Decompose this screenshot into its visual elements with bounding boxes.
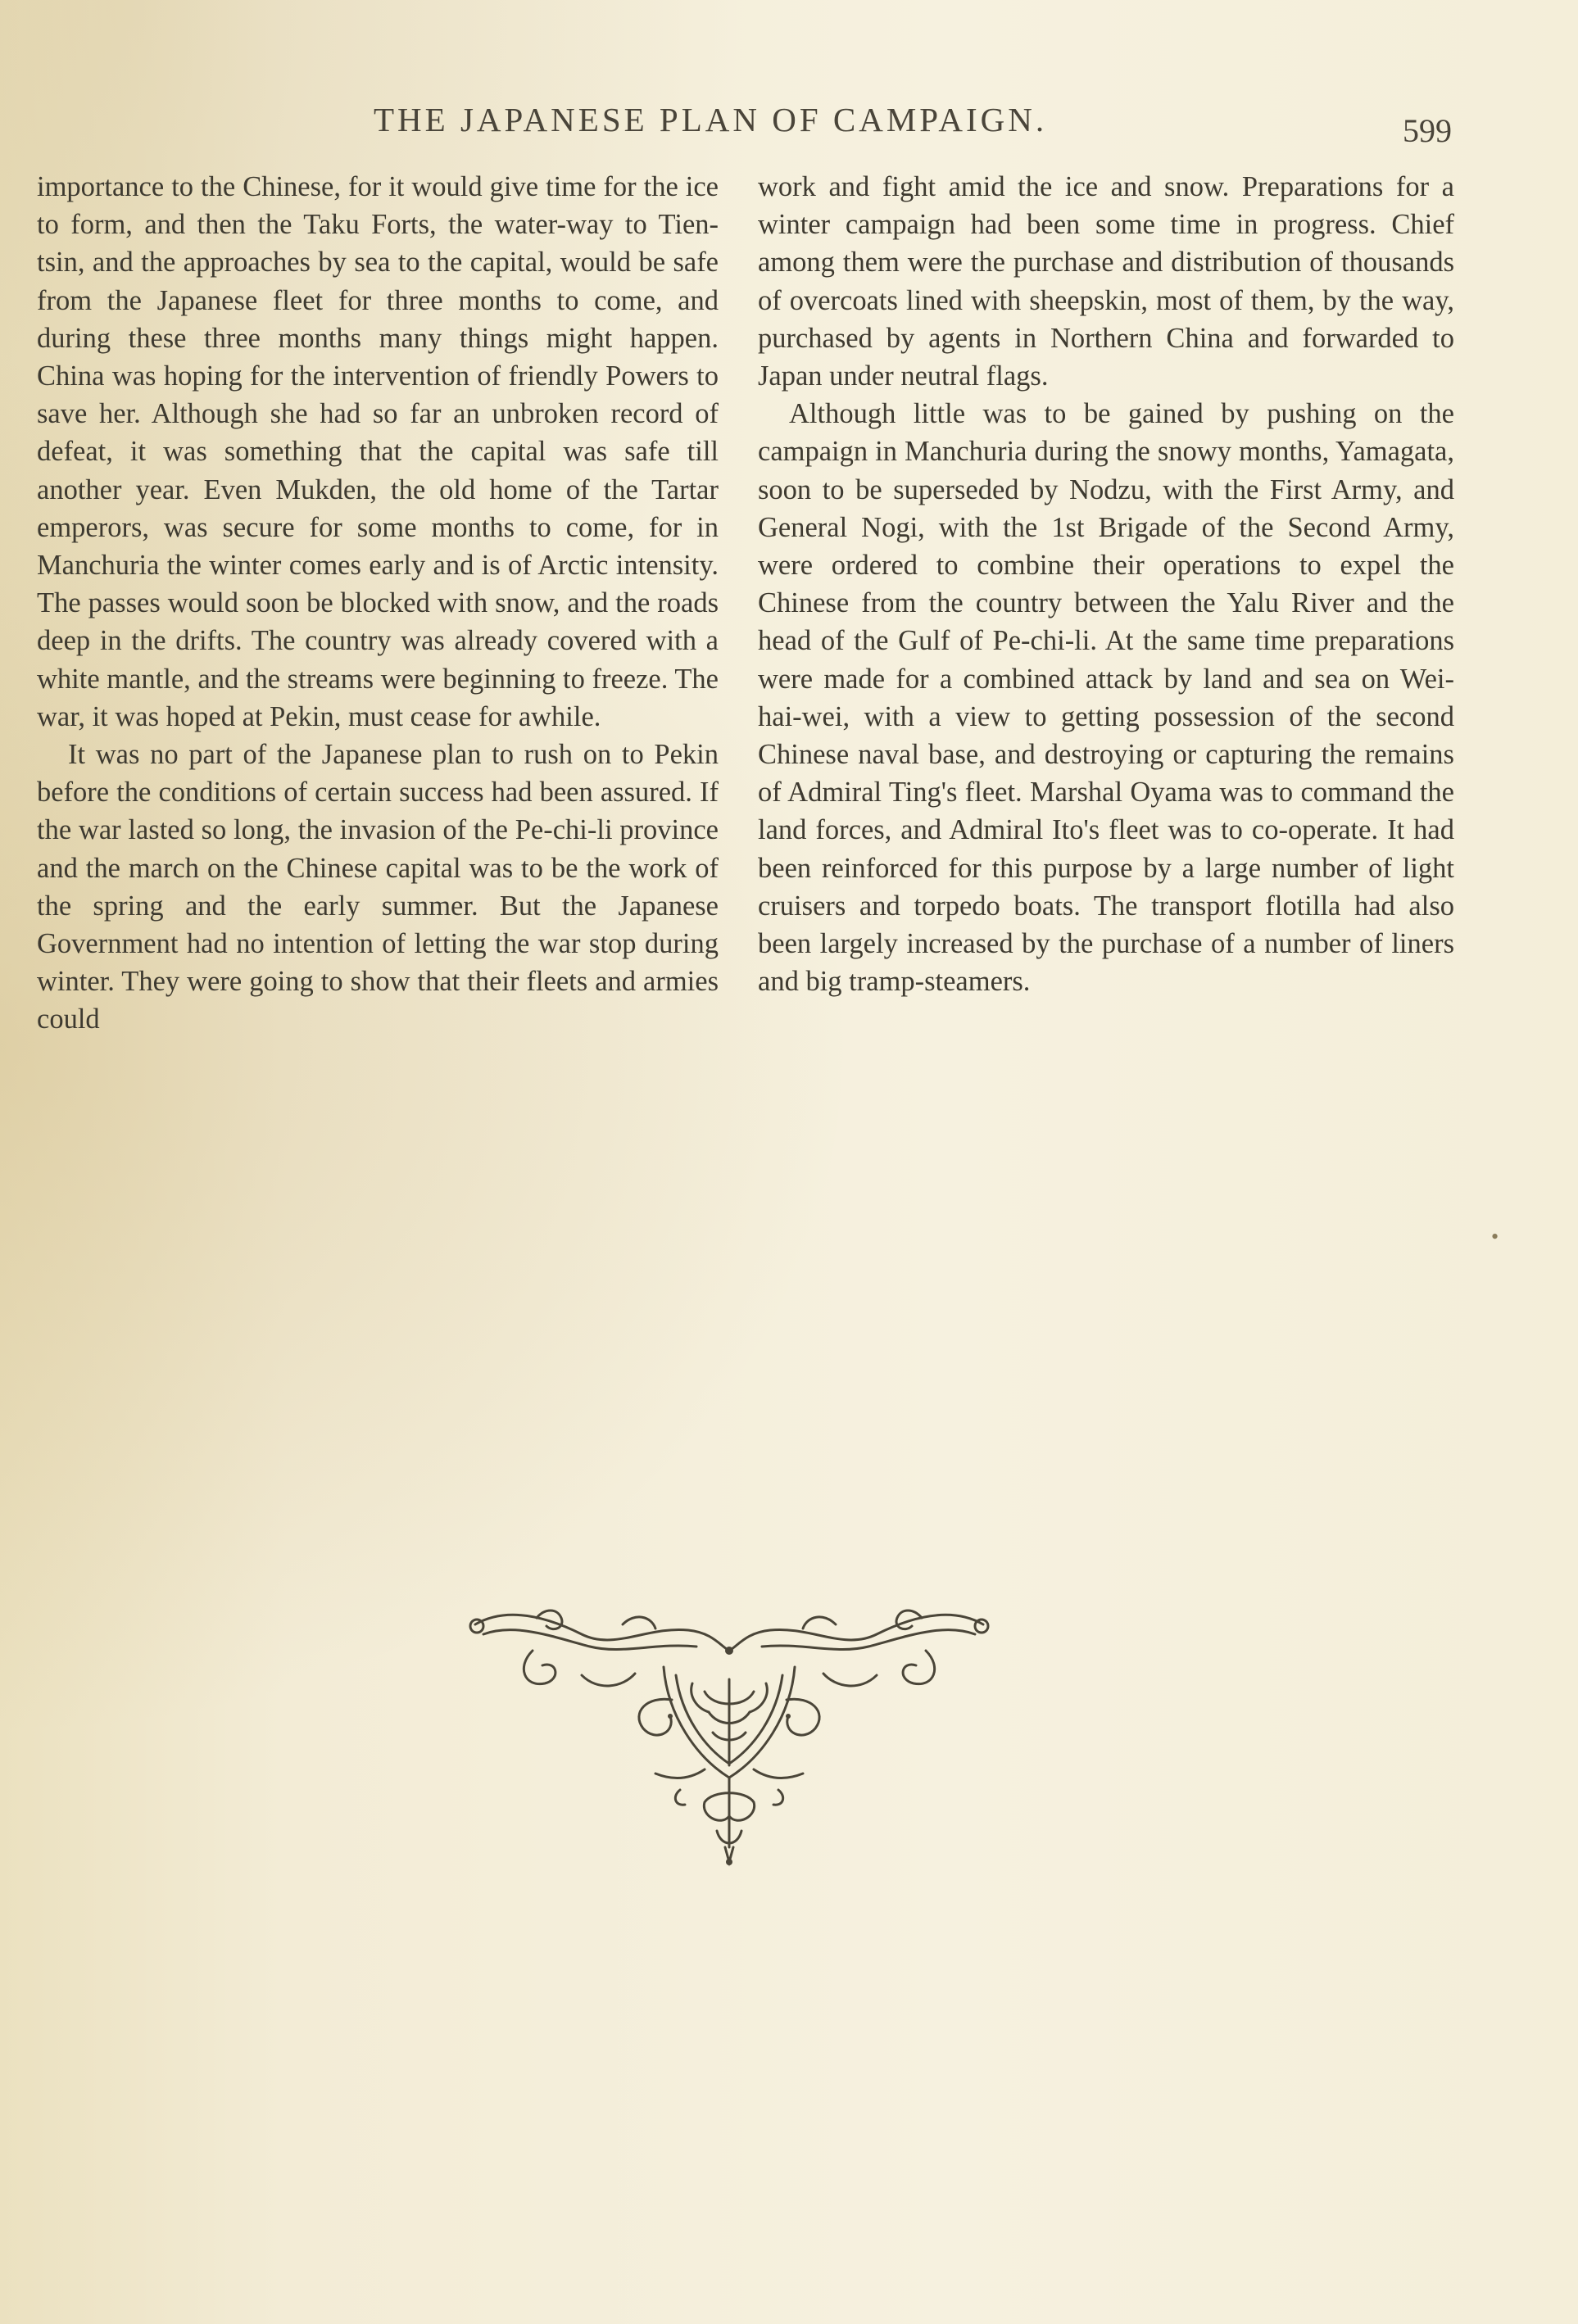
right-paragraph-1: work and fight amid the ice and snow. Preparations for a winter campaign had been some time in progress. Chief among them were the purchase and distribution of thousands of overcoats lined with sheepskin, most of them, by the way, purchased by agents in Northern China and forwarded to Japan under neutral flags. — [758, 171, 1454, 392]
page-number: 599 — [1403, 112, 1452, 149]
print-mark: • — [1491, 1225, 1499, 1248]
left-column — [37, 168, 719, 1039]
right-paragraph-2: Although little was to be gained by pushing on the campaign in Manchuria during the snowy months, Yamagata, soon to be superseded by Nodzu, with the First Army, and General Nogi, with the 1st Brigade of the Second Army, were ordered to combine their operations to expel the Chinese from the country between the Yalu River and the head of the Gulf of Pe-chi-li. At the same time preparations were made for a combined attack by land and sea on Wei-hai-wei, with a view to getting possession of the second Chinese naval base, and destroying or capturing the remains of Admiral Ting's fleet. Marshal Oyama was to command the land forces, and Admiral Ito's fleet was to co-operate. It had been reinforced for this purpose by a large number of light cruisers and torpedo boats. The transport flotilla had also been largely increased by the purchase of a number of liners and big tramp-steamers. — [758, 398, 1454, 998]
left-paragraph-2: It was no part of the Japanese plan to rush on to Pekin before the conditions of certain success had been assured. If the war lasted so long, the invasion of the Pe-chi-li province and the march on the Chinese capital was to be the work of the spring and the early summer. But the Japanese Government had no intention of letting the war stop during winter. They were going to show that their fleets and armies could — [37, 739, 719, 1035]
left-paragraph-1: importance to the Chinese, for it would give time for the ice to form, and then the Taku Forts, the water-way to Tien-tsin, and the approaches by sea to the capital, would be safe from the Japanese fleet for three months to come, and during these three months many things might happen. China was hoping for the intervention of friendly Powers to save her. Although she had so far an unbroken record of defeat, it was something that the capital was safe till another year. Even Mukden, the old home of the Tartar emperors, was secure for some months to come, for in Manchuria the winter comes early and is of Arctic intensity. The passes would soon be blocked with snow, and the roads deep in the drifts. The country was already covered with a white mantle, and the streams were beginning to freeze. The war, it was hoped at Pekin, must cease for awhile. — [37, 171, 719, 732]
running-title: THE JAPANESE PLAN OF CAMPAIGN. — [374, 101, 1048, 138]
page-header — [0, 97, 1578, 149]
right-column — [758, 168, 1454, 1000]
decorative-tailpiece-ornament-icon — [459, 1601, 1000, 1872]
